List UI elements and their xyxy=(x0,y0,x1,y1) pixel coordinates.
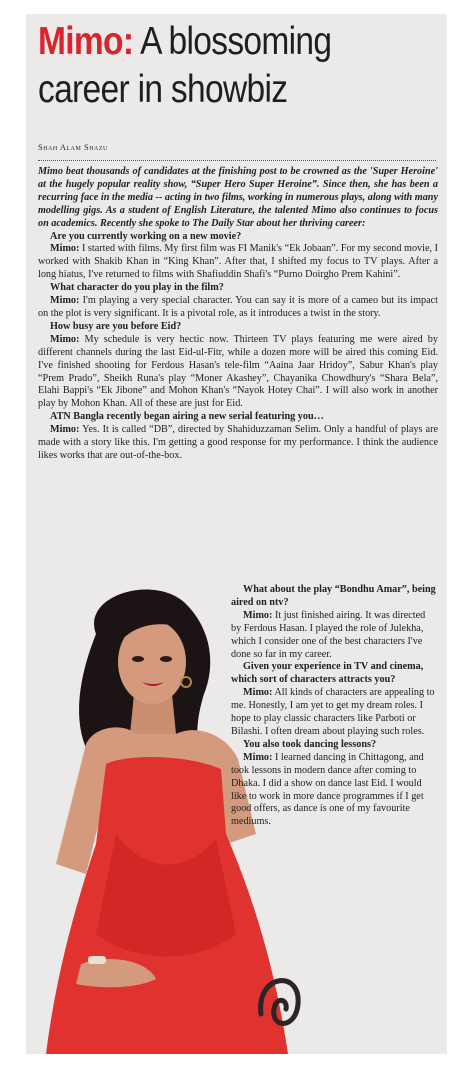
question: ATN Bangla recently began airing a new serial featuring you… xyxy=(50,411,324,423)
speaker-label: Mimo: xyxy=(50,333,80,345)
speaker-label: Mimo: xyxy=(243,687,273,699)
article-page xyxy=(26,14,447,1054)
answer-text: I'm playing a very special character. You can say it is more of a cameo but its impact on the plot is very significant. It is a pivotal role, as it introduces a twist in the story. xyxy=(38,295,438,319)
answer-text: It just finished airing. It was directed by Ferdous Hasan. I played the role of Julekha, which I consider one of the best characters I've done so far in my career. xyxy=(231,609,426,660)
answer-text: I started with films. My first film was FI Manik's “Ek Jobaan”. For my second movie, I worked with Shakib Khan in “King Khan”. After that, I shifted my focus to TV plays. After a long hiatus, I've returned to films with Shafiuddin Shafi's “Purno Doirgho Prem Kahini”. xyxy=(38,243,438,281)
lower-column xyxy=(231,584,436,829)
question: What character do you play in the film? xyxy=(50,282,224,294)
headline-accent: Mimo: xyxy=(38,20,134,63)
divider xyxy=(38,160,436,161)
answer-text: My schedule is very hectic now. Thirteen TV plays featuring me were aired by different channels during the last Eid-ul-Fitr, while a dozen more will be aired this coming Eid. I've finished shooting for Ferdous Hasan's tele-film “Aaina Jaar Hridoy”, Sabur Khan's play “Prem Prado”, Sheikh Runa's play “Moner Akashey”, Chayanika Chowdhury's “Shara Bela”, Elahi Bappi's “Ek Jibone” and Mohon Khan's “Nayok Hotey Chai”. I will also work in another play by Mohon Khan. All of these are just for Eid. xyxy=(38,333,438,410)
speaker-label: Mimo: xyxy=(50,243,80,255)
question: You also took dancing lessons? xyxy=(243,738,377,750)
question: How busy are you before Eid? xyxy=(50,320,182,332)
article-body xyxy=(38,166,438,463)
answer xyxy=(38,334,438,411)
answer-text: Yes. It is called “DB”, directed by Shahiduzzaman Selim. Only a handful of plays are made with a story like this. I'm getting a good response for my performance. I think the audience likes works that are out-of-the-box. xyxy=(38,424,438,461)
intro-paragraph: Mimo beat thousands of candidates at the finishing post to be crowned as the 'Super Heroine' at the hugely popular reality show, “Super Hero Super Heroine”. Since then, she has been a recurring face in the media -- acting in two films, working in numerous plays, along with many modelling gigs. As a student of English Literature, the talented Mimo also continues to focus on academics. Recently she spoke to The Daily Star about her thriving career: xyxy=(38,166,438,229)
answer-text: I learned dancing in Chittagong, and took lessons in modern dance after coming to Dhaka. I did a show on dance last Eid. I would like to work in more dance programmes if I get good offers, as dance is one of my favourite mediums. xyxy=(231,751,424,828)
headline-line2: career in showbiz xyxy=(38,68,288,111)
answer xyxy=(38,424,438,463)
speaker-label: Mimo: xyxy=(50,295,80,307)
answer xyxy=(38,295,438,321)
answer xyxy=(38,243,438,282)
headline-line1: A blossoming xyxy=(133,20,332,63)
speaker-label: Mimo: xyxy=(243,609,273,621)
question: Given your experience in TV and cinema, which sort of characters attracts you? xyxy=(231,661,424,686)
question: Are you currently working on a new movie? xyxy=(50,230,242,242)
answer-text: All kinds of characters are appealing to me. Honestly, I am yet to get my dream roles. I hope to play classic characters like Parboti or Bilashi. I often dream about playing such roles. xyxy=(231,687,435,737)
answer xyxy=(231,752,436,829)
speaker-label: Mimo: xyxy=(50,424,80,436)
answer xyxy=(231,687,436,739)
question: What about the play “Bondhu Amar”, being aired on ntv? xyxy=(231,584,436,608)
headline xyxy=(38,18,382,114)
speaker-label: Mimo: xyxy=(243,751,273,763)
answer xyxy=(231,610,436,662)
byline: Shah Alam Shazu xyxy=(38,142,108,152)
